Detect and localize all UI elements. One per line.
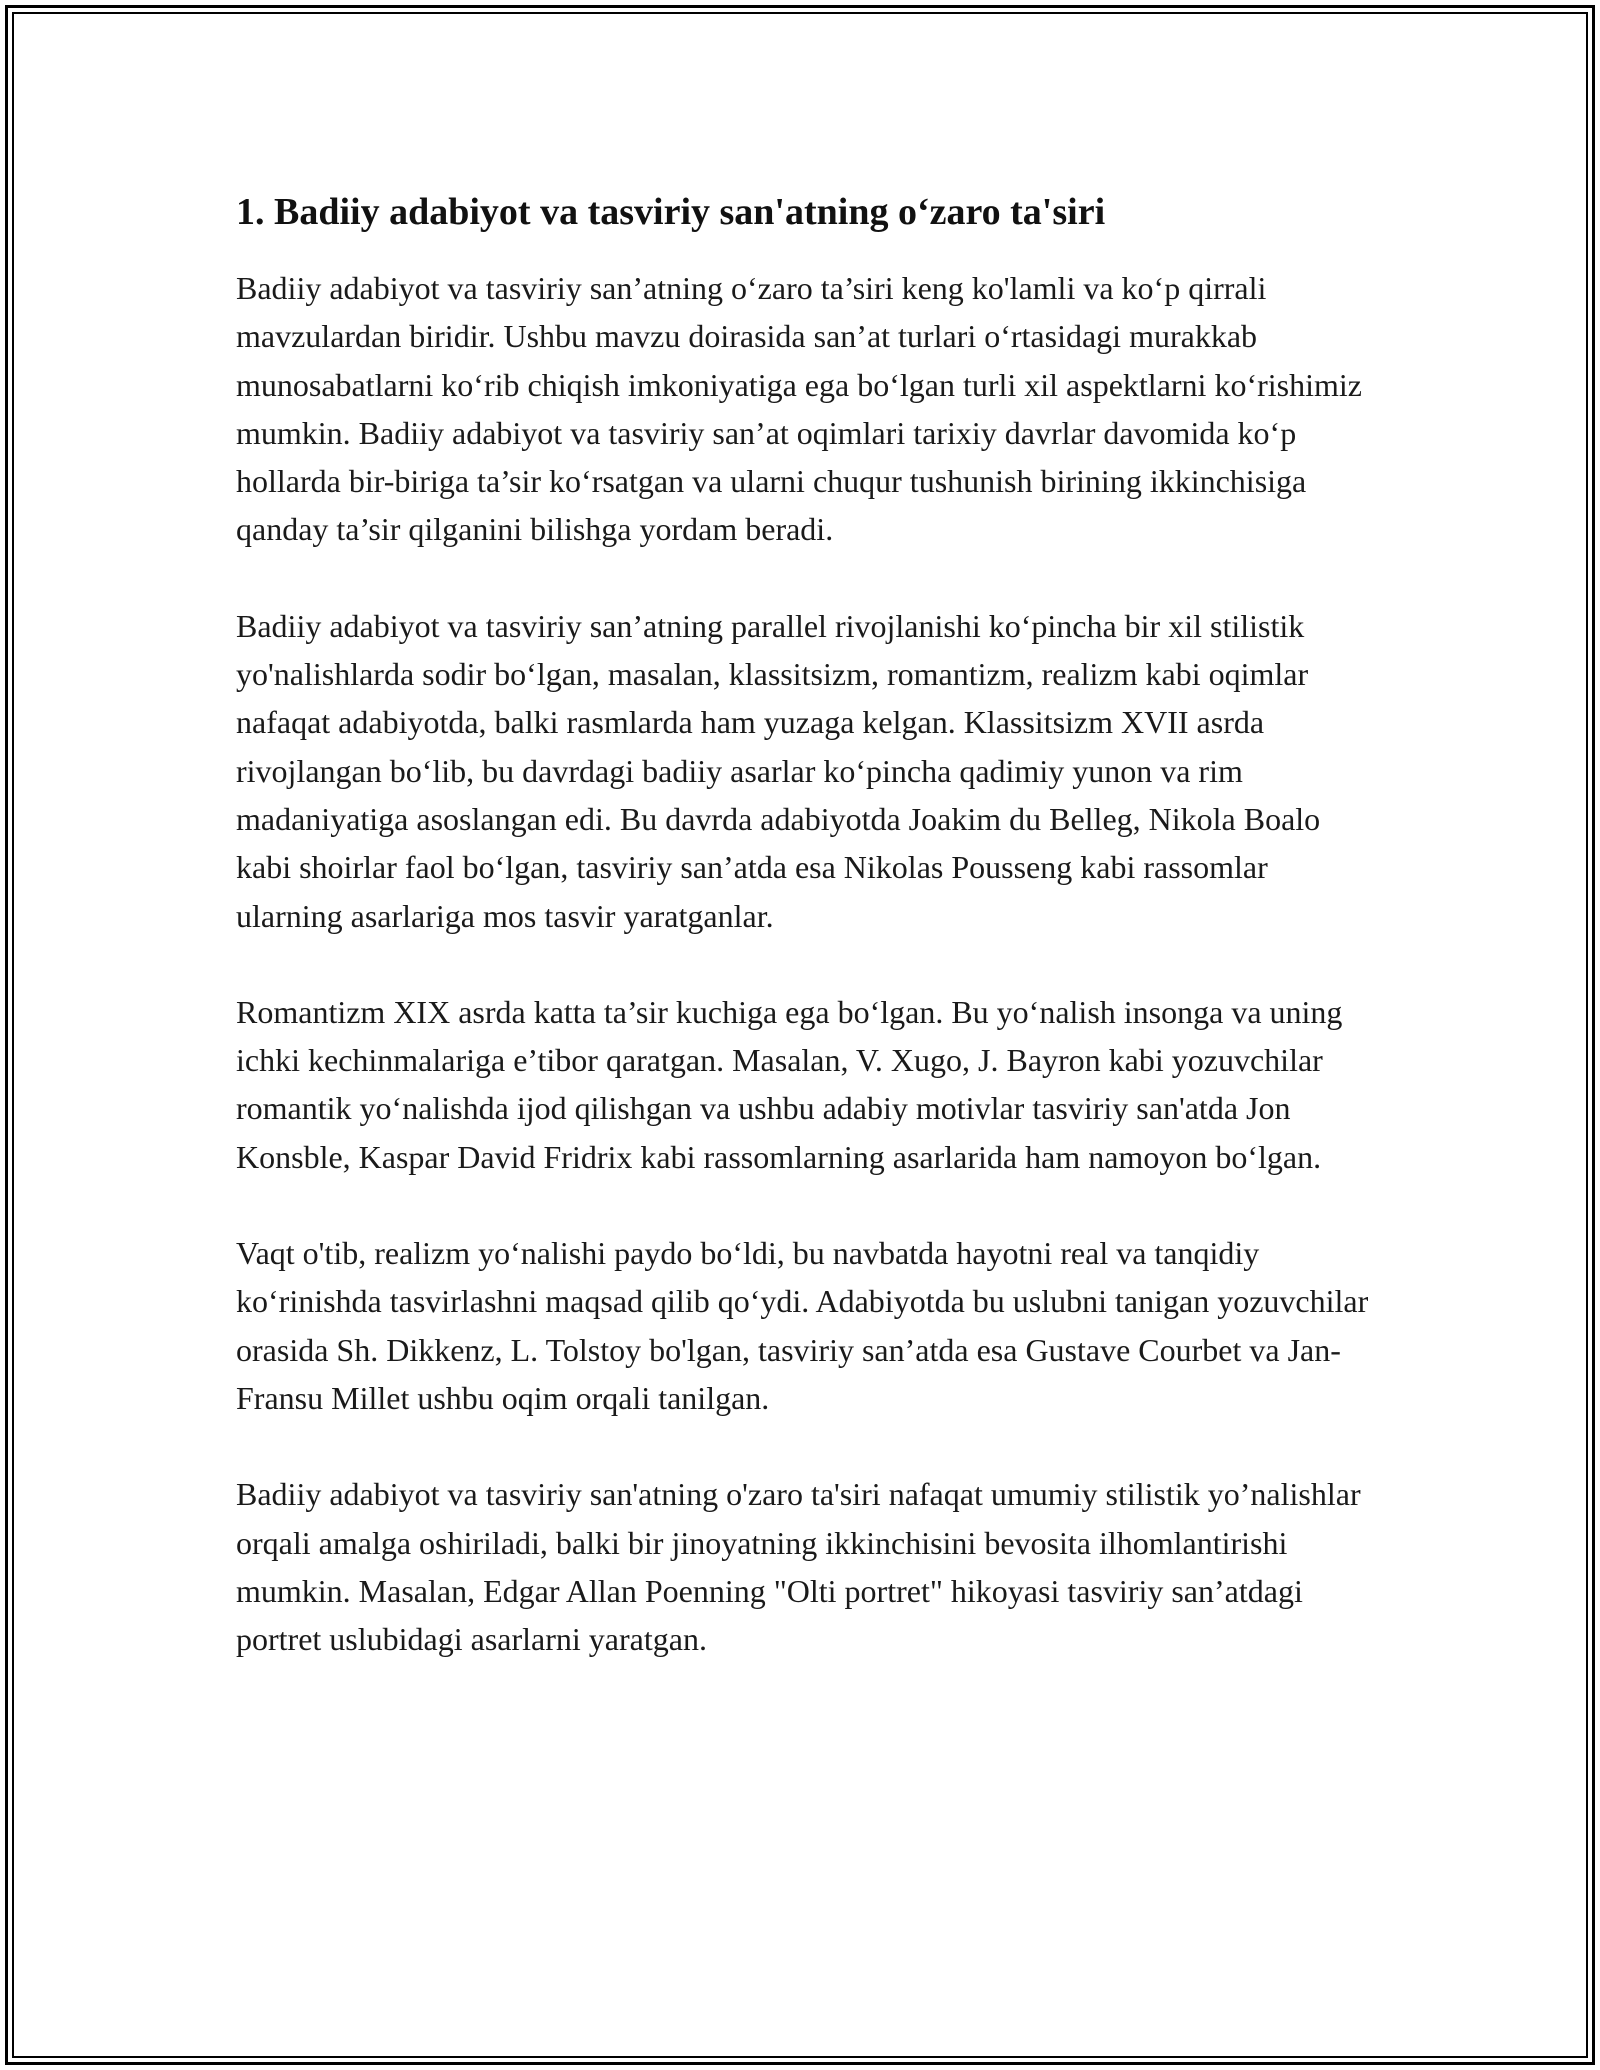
paragraph-inspiration: Badiiy adabiyot va tasviriy san'atning o'zaro ta'siri nafaqat umumiy stilistik yo’nalishlar orqali amalga oshiriladi, balki bir jinoyatning ikkinchisini bevosita ilhomlantirishi mumkin. Masalan, Edgar Allan Poenning "Olti portret" hikoyasi tasviriy san’atdagi portret uslubidagi asarlarni yaratgan. — [236, 1476, 1361, 1658]
section-title: 1. Badiiy adabiyot va tasviriy san'atning oʻzaro ta'siri — [236, 191, 1106, 233]
paragraph-classicism: Badiiy adabiyot va tasviriy san’atning parallel rivojlanishi koʻpincha bir xil stilistik yo'nalishlarda sodir boʻlgan, masalan, klassitsizm, romantizm, realizm kabi oqimlar nafaqat adabiyotda, balki rasmlarda ham yuzaga kelgan. Klassitsizm XVII asrda rivojlangan boʻlib, bu davrdagi badiiy asarlar koʻpincha qadimiy yunon va rim madaniyatiga asoslangan edi. Bu davrda adabiyotda Joakim du Belleg, Nikola Boalo kabi shoirlar faol boʻlgan, tasviriy san’atda esa Nikolas Pousseng kabi rassomlar ularning asarlariga mos tasvir yaratganlar. — [236, 607, 1321, 934]
document-body — [236, 186, 1376, 1711]
paragraph-intro: Badiiy adabiyot va tasviriy san’atning oʻzaro ta’siri keng ko'lamli va koʻp qirrali mavzulardan biridir. Ushbu mavzu doirasida san’at turlari oʻrtasidagi murakkab munosabatlarni koʻrib chiqish imkoniyatiga ega boʻlgan turli xil aspektlarni koʻrishimiz mumkin. Badiiy adabiyot va tasviriy san’at oqimlari tarixiy davrlar davomida koʻp hollarda bir-biriga ta’sir koʻrsatgan va ularni chuqur tushunish birining ikkinchisiga qanday ta’sir qilganini bilishga yordam beradi. — [236, 270, 1362, 548]
paragraph-realism: Vaqt o'tib, realizm yoʻnalishi paydo boʻldi, bu navbatda hayotni real va tanqidiy koʻrinishda tasvirlashni maqsad qilib qoʻydi. Adabiyotda bu uslubni tanigan yozuvchilar orasida Sh. Dikkenz, L. Tolstoy bo'lgan, tasviriy san’atda esa Gustave Courbet va Jan-Fransu Millet ushbu oqim orqali tanilgan. — [236, 1235, 1369, 1416]
paragraph-romanticism: Romantizm XIX asrda katta ta’sir kuchiga ega boʻlgan. Bu yoʻnalish insonga va uning ichki kechinmalariga e’tibor qaratgan. Masalan, V. Xugo, J. Bayron kabi yozuvchilar romantik yoʻnalishda ijod qilishgan va ushbu adabiy motivlar tasviriy san'atda Jon Konsble, Kaspar David Fridrix kabi rassomlarning asarlarida ham namoyon boʻlgan. — [236, 993, 1343, 1175]
